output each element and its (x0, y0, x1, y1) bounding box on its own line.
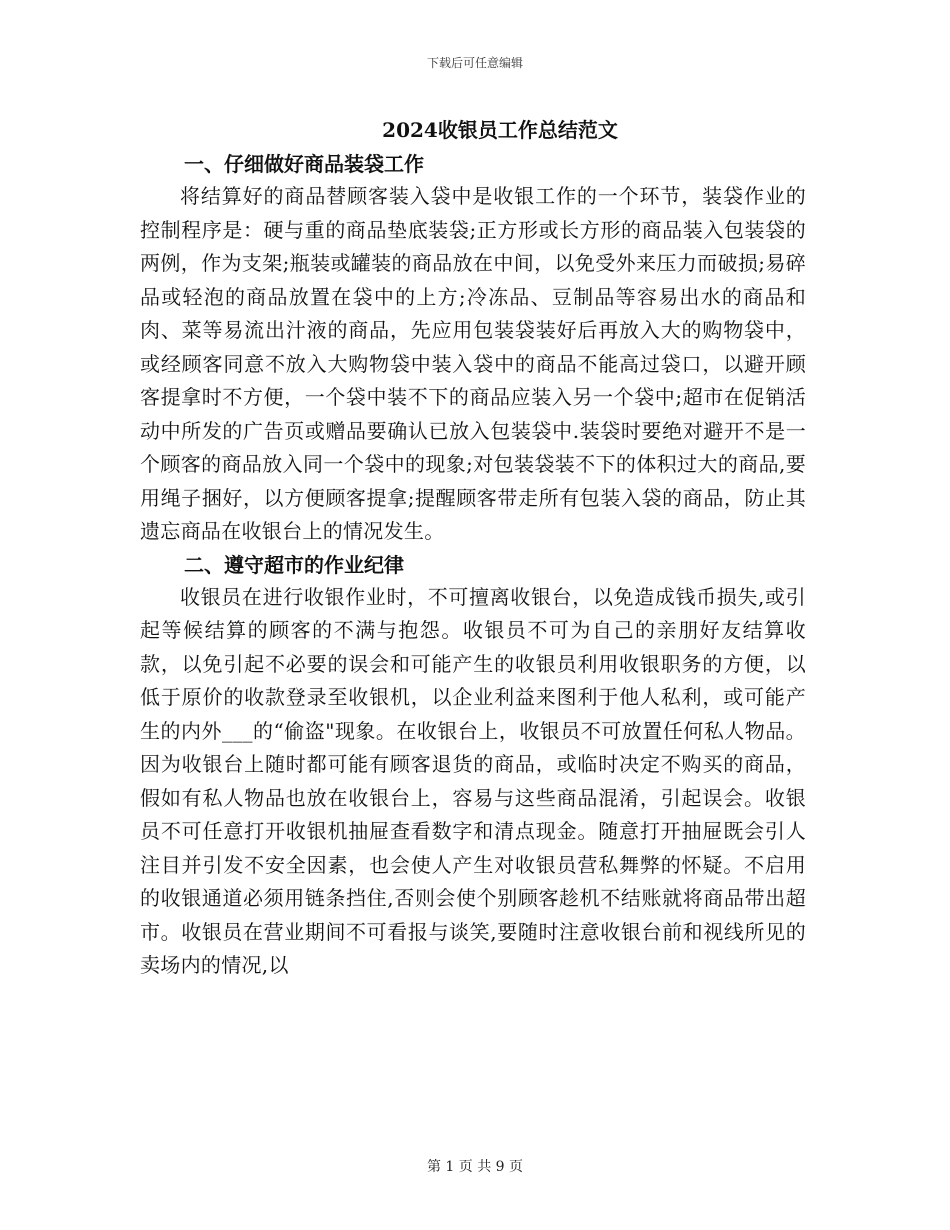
document-body (140, 148, 806, 983)
section-paragraph-1: 将结算好的商品替顾客装入袋中是收银工作的一个环节，装袋作业的控制程序是：硬与重的商品垫底装袋;正方形或长方形的商品装入包装袋的两例，作为支架;瓶装或罐装的商品放在中间，以免受外来压力而破损;易碎品或轻泡的商品放置在袋中的上方;冷冻品、豆制品等容易出水的商品和肉、菜等易流出汁液的商品，先应用包装袋装好后再放入大的购物袋中，或经顾客同意不放入大购物袋中装入袋中的商品不能高过袋口，以避开顾客提拿时不方便，一个袋中装不下的商品应装入另一个袋中;超市在促销活动中所发的广告页或赠品要确认已放入包装袋中.装袋时要绝对避开不是一个顾客的商品放入同一个袋中的现象;对包装袋装不下的体积过大的商品,要用绳子捆好，以方便顾客提拿;提醒顾客带走所有包装入袋的商品，防止其遗忘商品在收银台上的情况发生。 (140, 184, 806, 543)
header-note: 下载后可任意编辑 (426, 56, 523, 70)
section-paragraph-2: 收银员在进行收银作业时，不可擅离收银台，以免造成钱币损失,或引起等候结算的顾客的不满与抱怨。收银员不可为自己的亲朋好友结算收款，以免引起不必要的误会和可能产生的收银员利用收银职务的方便，以低于原价的收款登录至收银机，以企业利益来图利于他人私利，或可能产生的内外___的“偷盗"现象。在收银台上，收银员不可放置任何私人物品。因为收银台上随时都可能有顾客退货的商品，或临时决定不购买的商品，假如有私人物品也放在收银台上，容易与这些商品混淆，引起误会。收银员不可任意打开收银机抽屉查看数字和清点现金。随意打开抽屉既会引人注目并引发不安全因素，也会使人产生对收银员营私舞弊的怀疑。不启用的收银通道必须用链条挡住,否则会使个别顾客趁机不结账就将商品带出超市。收银员在营业期间不可看报与谈笑,要随时注意收银台前和视线所见的卖场内的情况,以 (140, 584, 806, 977)
document-title: 2024收银员工作总结范文 (382, 118, 618, 142)
section-heading-2: 二、遵守超市的作业纪律 (184, 552, 404, 577)
section-heading-1: 一、仔细做好商品装袋工作 (184, 152, 424, 176)
page-number-footer: 第 1 页 共 9 页 (426, 1159, 524, 1175)
